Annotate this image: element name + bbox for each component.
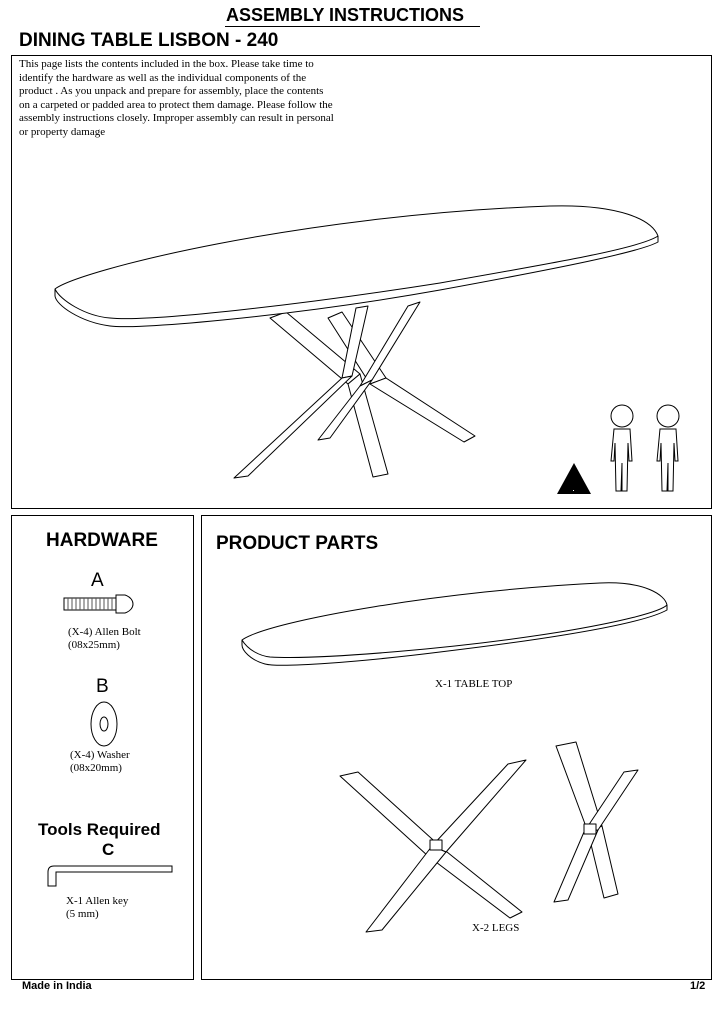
made-in-label: Made in India (22, 980, 92, 992)
document-title: ASSEMBLY INSTRUCTIONS (226, 5, 465, 25)
hardware-a-name: (X-4) Allen Bolt (68, 626, 141, 638)
hardware-title: HARDWARE (46, 530, 158, 551)
intro-text: This page lists the contents included in the box. Please take time to identify the hardware as well as the individual components of the product . As you unpack and prepare for assembly, place the contents on a carpeted or padded area to protect them damage. Please follow the assembly instructions closely. Improper assembly can result in personal or property damage (19, 58, 334, 138)
hardware-b-size: (08x20mm) (70, 762, 122, 774)
tools-title: Tools Required (38, 820, 161, 839)
product-name: DINING TABLE LISBON - 240 (19, 30, 279, 51)
part-legs-label: X-2 LEGS (472, 922, 520, 934)
hardware-b-name: (X-4) Washer (70, 749, 130, 761)
hardware-letter-a: A (91, 570, 104, 591)
part-table-top-label: X-1 TABLE TOP (435, 678, 513, 690)
product-parts-title: PRODUCT PARTS (216, 533, 379, 554)
tool-c-name: X-1 Allen key (66, 895, 129, 907)
page-number: 1/2 (690, 980, 706, 992)
tools-letter-c: C (102, 840, 115, 859)
hardware-letter-b: B (96, 676, 109, 697)
hardware-a-size: (08x25mm) (68, 639, 120, 651)
tool-c-size: (5 mm) (66, 908, 99, 920)
